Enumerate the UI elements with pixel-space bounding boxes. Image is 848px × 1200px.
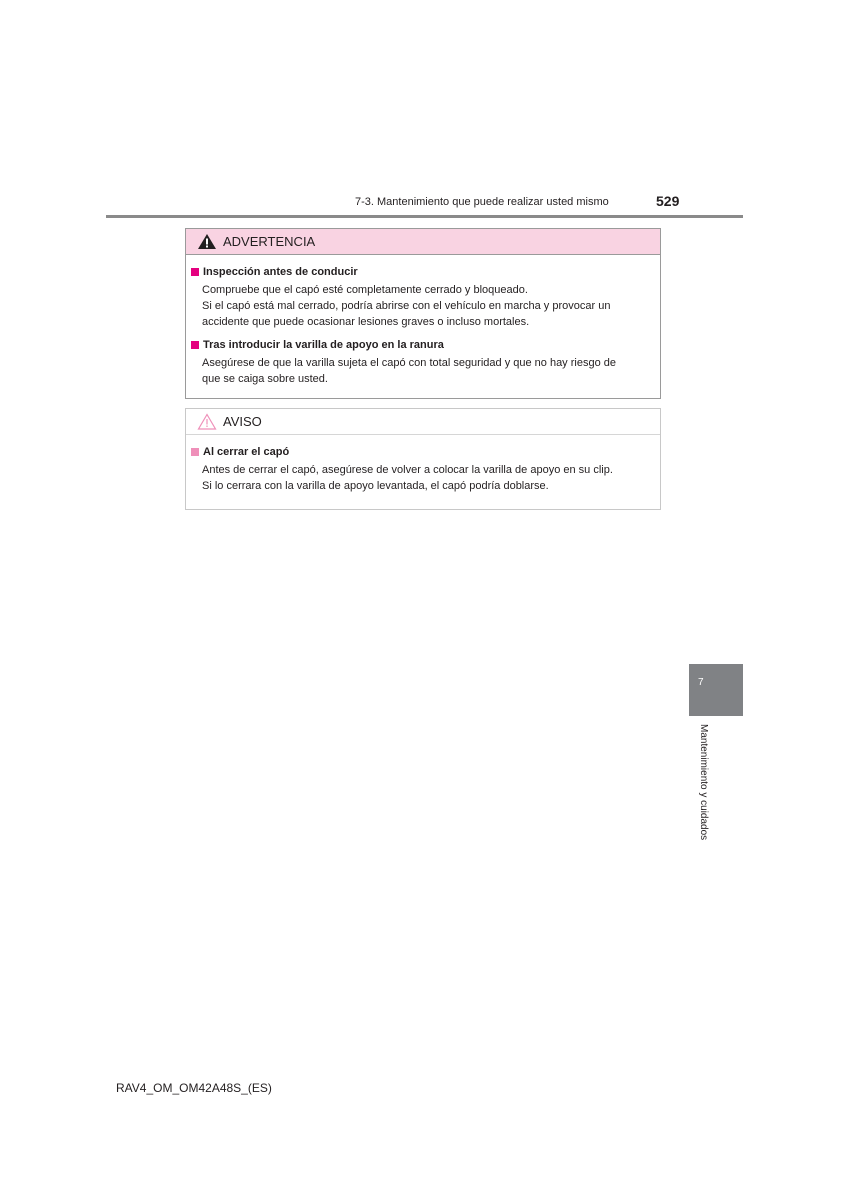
chapter-tab (689, 664, 743, 716)
document-code: RAV4_OM_OM42A48S_(ES) (116, 1081, 272, 1095)
caution-item-title: Al cerrar el capó (191, 444, 660, 460)
warning-header (186, 229, 660, 255)
square-bullet-icon (191, 341, 199, 349)
caution-box (185, 408, 661, 510)
caution-header (186, 409, 660, 435)
warning-body (186, 255, 660, 387)
caution-title: AVISO (223, 414, 262, 429)
section-title: 7-3. Mantenimiento que puede realizar usted mismo (355, 196, 609, 208)
square-bullet-icon (191, 268, 199, 276)
chapter-number: 7 (698, 677, 704, 688)
chapter-label: Mantenimiento y cuidados (698, 724, 709, 841)
page-number: 529 (656, 193, 680, 209)
warning-box (185, 228, 661, 399)
warning-item-text: Compruebe que el capó esté completamente cerrado y bloqueado. Si el capó está mal cerrado, podría abrirse con el vehículo en marcha y provocar un accidente que puede ocasionar lesiones graves o incluso mortales. (202, 284, 611, 328)
caution-body (186, 435, 660, 494)
caution-triangle-icon (197, 413, 217, 430)
warning-item-text: Asegúrese de que la varilla sujeta el capó con total seguridad y que no hay riesgo de que se caiga sobre usted. (202, 357, 616, 385)
warning-triangle-icon (197, 233, 217, 250)
warning-item-title: Tras introducir la varilla de apoyo en la ranura (191, 337, 660, 353)
warning-item-title: Inspección antes de conducir (191, 264, 660, 280)
square-bullet-icon (191, 448, 199, 456)
header-divider (106, 215, 743, 218)
warning-title: ADVERTENCIA (223, 234, 316, 249)
caution-item-text: Antes de cerrar el capó, asegúrese de volver a colocar la varilla de apoyo en su clip. Si lo cerrara con la varilla de apoyo levantada, el capó podría doblarse. (202, 464, 613, 492)
